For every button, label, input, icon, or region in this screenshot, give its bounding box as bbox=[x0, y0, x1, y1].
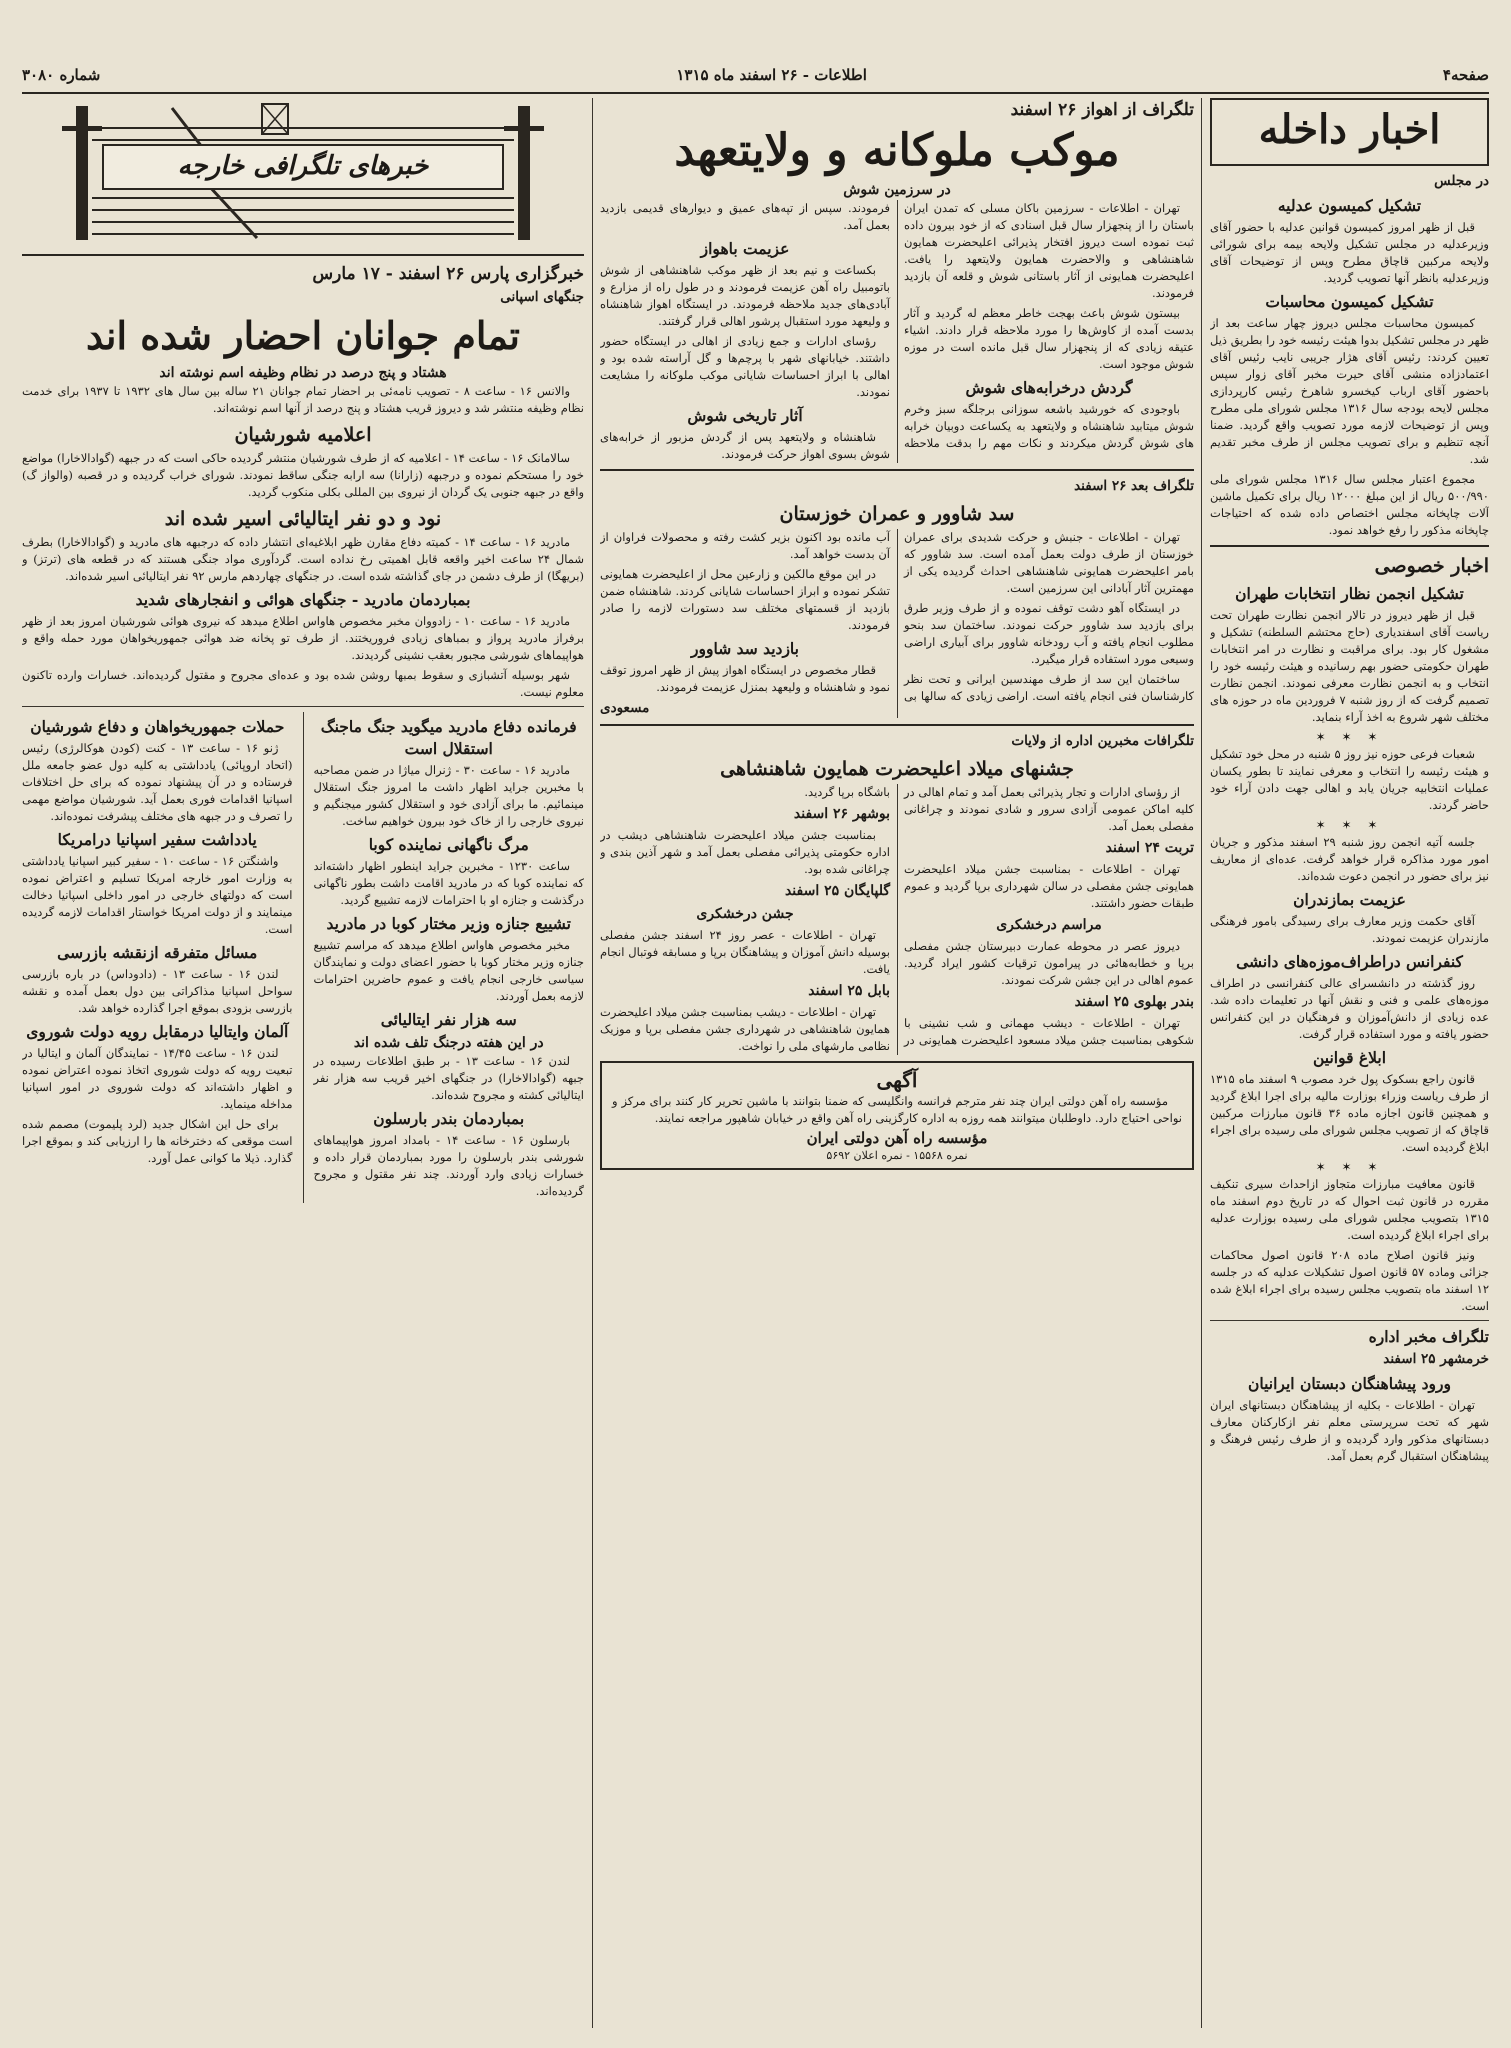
paragraph: ساعت ۱۲۳۰ - مخبرین جراید اینطور اظهار داشته‌اند که نماینده کوبا که در مادرید اقامت داشت بطور ناگهانی درگذشت و جنازه او با احترامات لازمه تشییع گردید. bbox=[313, 859, 584, 907]
headline: سد شاوور و عمران خوزستان bbox=[779, 503, 1015, 525]
paragraph: در این موقع مالکین و زارعین محل از اعلیحضرت همایونی تشکر نموده و ابراز احساسات شایانی کردند. شاهنشاه ضمن بازدید از قسمتهای مختلف سد دستورات لازمه را صادر فرمودند. bbox=[600, 567, 890, 632]
divider bbox=[1210, 1320, 1489, 1321]
royal-tour-column bbox=[600, 98, 1194, 2028]
paragraph: لندن ۱۶ - ساعت ۱۴/۴۵ - نمایندگان آلمان و ایتالیا در تبعیت رویه که دولت شوروی اتخاذ نموده اعتراض نموده و اظهار داشته‌اند که دولت شوروی در امور اسپانیا مداخله مینماید. bbox=[22, 1046, 293, 1111]
section-heading: اخبار خصوصی bbox=[1374, 555, 1489, 577]
paragraph: در ایستگاه آهو دشت توقف نموده و از طرف وزیر طرق برای بازدید سد شاوور حرکت نمودند. ساختمان سد بنحو مطلوب انجام یافته و آب رودخانه شاوور برای آبیاری اراضی وسیعی مورد استفاده قرار میگیرد. bbox=[904, 601, 1194, 666]
ornament: ✶ ✶ ✶ bbox=[1315, 1160, 1384, 1174]
paragraph: مادرید ۱۶ - ساعت ۱۰ - زادووان مخبر مخصوص هاواس اطلاع میدهد که نیروی هوائی شورشیان امروز بعد از ظهر برفراز مادرید پرواز و بمباهای زیادی فروریختند. از طرف تو پخانه ضد هوائی جمهوریخواهان مورد حمله واقع و هواپیماهای شورشی مجبور بعقب نشینی گردیدند. bbox=[22, 614, 584, 662]
paragraph: ساختمان این سد از طرف مهندسین ایرانی و تحت نظر کارشناسان فنی انجام یافته است. اراضی زیادی که سالها بی آب مانده بود اکنون بزیر کشت رفته و محصولات فراوان از آن بدست خواهد آمد. bbox=[600, 530, 1194, 703]
heading: بازدید سد شاوور bbox=[691, 639, 799, 658]
paragraph: تهران - اطلاعات - دیشب مهمانی و شب نشینی با شکوهی بمناسبت جشن میلاد مسعود اعلیحضرت همایونی در باشگاه برپا گردید. bbox=[804, 785, 1194, 1047]
dateline: بندر بهلوی ۲۵ اسفند bbox=[1074, 994, 1194, 1010]
column-rule-1 bbox=[1201, 98, 1202, 2028]
ad-signature: مؤسسه راه آهن دولتی ایران bbox=[806, 1129, 988, 1147]
paragraph: قانون معافیت مبارزات متجاوز ازاحداث سیری تنکیف مقرره در قانون ثبت احوال که در تاریخ دوم اسفند ماه ۱۳۱۵ بتصویب مجلس شورای ملی رسیده بوزارت عدلیه برای اجراء ابلاغ گردیده است. bbox=[1210, 1177, 1489, 1242]
lead-story-body bbox=[600, 200, 1194, 463]
dateline: گلپایگان ۲۵ اسفند bbox=[784, 883, 890, 899]
heading: مسائل متفرقه ازنقشه بازرسی bbox=[57, 943, 258, 962]
heading: اعلامیه شورشیان bbox=[234, 424, 372, 446]
heading: مراسم درخشکری bbox=[996, 917, 1102, 933]
paragraph: شعبات فرعی حوزه نیز روز ۵ شنبه در محل خود تشکیل و هیئت رئیسه را انتخاب و معرفی نمایند تا بطور یکسان عملیات انتخابیه جریان یابد و اهالی جهت دادن آراء خود حاضر گردند. bbox=[1210, 747, 1489, 812]
heading: تشکیل کمیسون عدلیه bbox=[1277, 196, 1422, 215]
kicker: جنگهای اسپانی bbox=[500, 289, 584, 305]
masthead-domestic: اخبار داخله bbox=[1210, 98, 1489, 166]
ad-title: آگهی bbox=[876, 1068, 918, 1092]
heading: سه هزار نفر ایتالیائی bbox=[380, 1010, 517, 1029]
heading: ابلاغ قوانین bbox=[1312, 1048, 1387, 1067]
telegraph-dateline: تلگراف از اهواز ۲۶ اسفند bbox=[1010, 100, 1194, 120]
paragraph: تهران - اطلاعات - عصر روز ۲۴ اسفند جشن مفصلی بوسیله دانش آموزان و پیشاهنگان برپا و مسابقه فوتبال انجام یافت. bbox=[600, 928, 890, 976]
telegraph-dateline: تلگراف بعد ۲۶ اسفند bbox=[1074, 478, 1194, 494]
section-heading: تلگرافات مخبرین اداره از ولایات bbox=[1011, 733, 1194, 749]
subcolumn-rule bbox=[303, 712, 304, 1203]
paragraph: بارسلون ۱۶ - ساعت ۱۴ - بامداد امروز هواپیماهای شورشی بندر بارسلون را مورد بمباردمان قرار داده و خسارات زیادی وارد آوردند. چند نفر مقتول و مجروح گردیده‌اند. bbox=[313, 1133, 584, 1198]
heading: گردش درخرابه‌های شوش bbox=[965, 378, 1133, 397]
paragraph: آقای حکمت وزیر معارف برای رسیدگی بامور فرهنگی مازندران عزیمت نمودند. bbox=[1210, 914, 1489, 945]
paragraph: دیروز عصر در محوطه عمارت دبیرستان جشن مفصلی برپا و خطابه‌هائی در پیرامون ترقیات کشور ایراد گردید. عموم اهالی در این جشن شرکت نمودند. bbox=[904, 939, 1194, 987]
paragraph: تهران - اطلاعات - بمناسبت جشن میلاد اعلیحضرت همایونی جشن مفصلی در سالن شهرداری برپا گردید و عموم طبقات حضور داشتند. bbox=[904, 862, 1194, 910]
heading: نود و دو نفر ایتالیائی اسیر شده اند bbox=[164, 508, 442, 530]
dateline: خرمشهر ۲۵ اسفند bbox=[1383, 1351, 1489, 1367]
lower-left-subcolumn bbox=[22, 712, 293, 1203]
paragraph: مجموع اعتبار مجلس سال ۱۳۱۶ مجلس شورای ملی ۵۰۰/۹۹۰ ریال از این مبلغ ۱۲۰۰۰ ریال برای تکمیل ماشین آلات چاپخانه مجلس اختصاص داده شده که احتیاجات چاپخانه مذکور را رفع خواهد نمود. bbox=[1210, 472, 1489, 537]
paragraph: لندن ۱۶ - ساعت ۱۳ - بر طبق اطلاعات رسیده در جبهه (گوادالاخارا) در جنگهای اخیر قریب سه هزار نفر ایتالیائی کشته و مجروح شده‌اند. bbox=[313, 1054, 584, 1102]
heading: مرگ ناگهانی نماینده کوبا bbox=[368, 835, 529, 854]
paragraph: لندن ۱۶ - ساعت ۱۳ - (دادوداس) در باره بازرسی سواحل اسپانیا مذاکراتی بین دول بعمل آمده و نقشه بازرسی بزودی بموقع اجرا گذارده خواهد شد. bbox=[22, 967, 293, 1015]
foreign-news-column bbox=[22, 98, 584, 2028]
heading: عزیمت باهواز bbox=[700, 239, 790, 258]
paragraph: مادرید ۱۶ - ساعت ۱۴ - کمیته دفاع مقارن ظهر ابلاغیه‌ای انتشار داده که درجبهه های مادرید و (گوادالاخارا) بطرف شمال ۲۴ ساعت اخیر واقعه قابل اهمیتی رخ نداده است. گردآوری مواد جنگی هستند که در قطعه های (ترتز) و (بریهگا) از طرف دشمن در جای گذاشته شده است. در جنگهای چهاردهم مارس ۹۲ نفر ایتالیائی اسیر شده‌اند. bbox=[22, 535, 584, 583]
divider bbox=[22, 706, 584, 707]
agency-dateline: خبرگزاری پارس ۲۶ اسفند - ۱۷ مارس bbox=[312, 264, 584, 284]
heading: جشن درخشکری bbox=[696, 906, 794, 922]
paragraph: تهران - اطلاعات - جنبش و حرکت شدیدی برای عمران خوزستان از طرف دولت بعمل آمده است. سد شاوور که بامر اعلیحضرت همایونی شاهنشاهی احداث گردیده یکی از مهمترین آثار آبادانی این سرزمین است. bbox=[904, 530, 1194, 595]
subheadline: هشتاد و پنج درصد در نظام وظیفه اسم نوشته اند bbox=[159, 365, 447, 381]
headline: جشنهای میلاد اعلیحضرت همایون شاهنشاهی bbox=[720, 758, 1074, 780]
byline: مسعودی bbox=[600, 700, 650, 716]
ornament: ✶ ✶ ✶ bbox=[1315, 818, 1384, 832]
dateline: بابل ۲۵ اسفند bbox=[808, 983, 890, 999]
paragraph: باوجودی که خورشید باشعه سوزانی برجلگه سبز وخرم شوش میتابید شاهنشاه و ولایتعهد به یکساعت دوبیان خرابه های شوش گردش میکردند و نکات مهم را بدقت ملاحظه فرمودند. سپس از تپه‌های عمیق و دیوارهای قدیمی بازدید بعمل آمد. bbox=[600, 201, 1194, 450]
logo-title: خبرهای تلگرافی خارجه bbox=[102, 144, 504, 190]
paragraph: ژنو ۱۶ - ساعت ۱۳ - کنت (کودن هوکالرژی) رئیس (اتحاد اروپائی) یادداشتی به کلیه دول عضو جامعه ملل فرستاده و در آن پیشنهاد نموده که برای حل اختلافات اسپانیا اقدامات فوری بعمل آید. شورشیان مواضع مهمی را تصرف و در جبهه های مختلف پیشرفت نموده‌اند. bbox=[22, 741, 293, 823]
subheading: در این هفته درجنگ تلف شده اند bbox=[353, 1035, 544, 1051]
divider bbox=[22, 254, 584, 256]
heading: تشکیل کمیسون محاسبات bbox=[1265, 292, 1434, 311]
ad-text: مؤسسه راه آهن دولتی ایران چند نفر مترجم فرانسه وانگلیسی که ضمنا بتوانند با ماشین تحریر کار کنند برای مرکز و نواحی احتیاج دارد. داوطلبان میتوانند همه روزه به اداره کارگزینی راه آهن واقع در خیابان شاهپور مراجعه نمایند. bbox=[612, 1094, 1182, 1125]
heading: یادداشت سفیر اسپانیا درامریکا bbox=[57, 830, 257, 849]
paragraph: واشنگتن ۱۶ - ساعت ۱۰ - سفیر کبیر اسپانیا یادداشتی به وزارت امور خارجه امریکا تسلیم و اعتراض نموده است که دولتهای خارجی در امور داخلی اسپانیا دخالت مینمایند و از دولت امریکا خواستار اقدامات لازمه گردیده است. bbox=[22, 854, 293, 936]
dateline: تربت ۲۴ اسفند bbox=[1105, 840, 1194, 856]
ornament: ✶ ✶ ✶ bbox=[1315, 730, 1384, 744]
paragraph: مادرید ۱۶ - ساعت ۳۰ - ژنرال میاژا در ضمن مصاحبه با مخبرین جراید اظهار داشت ما امروز جنگ استقلال مینمائیم. ما برای آزادی خود و استقلال کشور میجنگیم و نیروی خارجی را از خاک خود بیرون خواهیم ساخت. bbox=[313, 763, 584, 828]
heading: تشییع جنازه وزیر مختار کوبا در مادرید bbox=[326, 914, 571, 933]
heading: تشکیل انجمن نظار انتخابات طهران bbox=[1235, 584, 1464, 603]
advertisement-box bbox=[600, 1061, 1194, 1170]
heading: فرمانده دفاع مادرید میگوید جنگ ماجنگ استقلال است bbox=[320, 717, 577, 758]
heading: آثار تاریخی شوش bbox=[687, 406, 803, 425]
subheadline: در سرزمین شوش bbox=[843, 182, 951, 198]
paragraph: قبل از ظهر امروز کمیسون قوانین عدلیه با حضور آقای وزیرعدلیه در مجلس تشکیل ولایحه بیمه برای شورائی ولایحه مرکبین قاچاق مطرح وپس از توضیحات آقای وزیرعدلیه بانظر آنها تصویب گردید. bbox=[1210, 220, 1489, 285]
paragraph: برای حل این اشکال جدید (لرد پلیموت) مصمم شده است موقعی که دخترخانه ها را ارزیابی کند و بموقع اجرا گذارد. ذیلا ما کوانی عمل آورد. bbox=[22, 1117, 293, 1165]
paragraph: بمناسبت جشن میلاد اعلیحضرت شاهنشاهی دیشب در اداره حکومتی پذیرائی مفصلی بعمل آمد و شهر آذین بندی و چراغانی شده بود. bbox=[600, 828, 890, 876]
foreign-telegraph-logo bbox=[22, 98, 584, 248]
ad-number: نمره ۱۵۵۶۸ - نمره اعلان ۵۶۹۲ bbox=[826, 1149, 968, 1162]
paragraph: کمیسون محاسبات مجلس دیروز چهار ساعت بعد از ظهر در مجلس تشکیل بدوا هیئت رئیسه خود را بطریق ذیل تعیین کردند: رئیس آقای هژار جریبی نایب رئیس آقای اعتمادزاده منشی آقای حیرت مخبر آقای زوار سپس باحضور آقای ارباب کیخسرو شاهرخ رئیس کارپردازی مجلس لایحه بودجه سال ۱۳۱۶ مجلس شورای ملی مطرح وپس از توضیحات لازمه مورد تصویب واقع گردید. ضمنا آنچه تنظیم و برای تصویب مجلس از طرف مخبر تقدیم شد. bbox=[1210, 316, 1489, 466]
divider bbox=[600, 724, 1194, 726]
paragraph: تهران - اطلاعات - بکلیه از پیشاهنگان دبستانهای ایران شهر که تحت سرپرستی معلم نفر ازکارکنان معارف دبستانهای مذکور وارد گردیده و از طرف رئیس فرهنگ و پیشاهنگان استقبال گرم بعمل آمد. bbox=[1210, 1398, 1489, 1463]
column-rule-2 bbox=[592, 98, 593, 2028]
issue-number: شماره ۳۰۸۰ bbox=[22, 66, 101, 84]
heading: آلمان وایتالیا درمقابل رویه دولت شوروی bbox=[26, 1022, 289, 1041]
paragraph: رؤسای ادارات و جمع زیادی از اهالی در ایستگاه حضور داشتند. خیابانهای شهر با پرچم‌ها و گل آراسته شده بود و اهالی با ابراز احساسات شایانی موکب ملوکانه را مشایعت نمودند. bbox=[600, 334, 890, 399]
paragraph: تهران - اطلاعات - سرزمین باکان مسلی که تمدن ایران باستان را از پنجهزار سال قبل اسنادی که از خود بیرون داده ثبت نموده است دیروز افتخار پذیرائی اعلیحضرت همایون شاهنشاهی و والاحضرت همایون ولایتعهد را یافت. اعلیحضرت همایونی از آثار باستانی شوش و قلعه آن بازدید فرمودند. bbox=[904, 201, 1194, 300]
divider bbox=[600, 469, 1194, 471]
lead-headline: موکب ملوکانه و ولایتعهد bbox=[674, 125, 1120, 176]
paragraph: ونیز قانون اصلاح ماده ۲۰۸ قانون اصول محاکمات جزائی وماده ۵۷ قانون اصول تشکیلات عدلیه که در جلسه ۱۲ اسفند ماه بتصویب مجلس رسیده برای اجراء ابلاغ شده است. bbox=[1210, 1248, 1489, 1313]
heading: کنفرانس دراطراف‌موزه‌های دانشی bbox=[1236, 952, 1463, 971]
paragraph: بکساعت و نیم بعد از ظهر موکب شاهنشاهی از شوش باتومبیل راه آهن عزیمت فرمودند و در طول راه از مزارع و آبادی‌های جدید ملاحظه فرمودند. در ایستگاه اهواز شاهنشاه و ولیعهد مورد استقبال پرشور اهالی قرار گرفتند. bbox=[600, 263, 890, 328]
lead-headline: تمام جوانان احضار شده اند bbox=[85, 313, 520, 358]
paragraph: مخبر مخصوص هاواس اطلاع میدهد که مراسم تشییع جنازه وزیر مختار کوبا با حضور اعضای دولت و نمایندگان سیاسی خارجی انجام یافت و عموم حاضرین احترامات لازمه بعمل آوردند. bbox=[313, 938, 584, 1003]
paragraph: قبل از ظهر دیروز در تالار انجمن نظارت طهران تحت ریاست آقای اسفندیاری (حاج محتشم السلطنه) تشکیل و مشغول کار بود. برای مراقبت و نظارت در امر انتخابات طهران حکومتی حضور بهم رسانیده و هیئت رئیسه خود را انتخاب و به انجمن نظارت معرفی نمودند. انجمن نظارت تصمیم گرفت که از روز شنبه ۷ فروردین ماه در حوزه های مختلف شهر شروع به اخذ آراء بنماید. bbox=[1210, 608, 1489, 724]
paragraph: تهران - اطلاعات - دیشب بمناسبت جشن میلاد اعلیحضرت همایون شاهنشاهی در شهرداری جشن مفصلی برپا و موزیک نظامی مارشهای ملی را نواخت. bbox=[600, 1005, 890, 1053]
lower-foreign-news bbox=[22, 712, 584, 1203]
page-number: صفحه۴ bbox=[1442, 66, 1489, 84]
divider bbox=[1210, 545, 1489, 547]
paragraph: والانس ۱۶ - ساعت ۸ - تصویب نامه‌ئی بر احضار تمام جوانان ۲۱ ساله بین سال های ۱۹۳۲ تا ۱۹۳۷ برای خدمت نظام وظیفه منتشر شد و دیروز قریب هشتاد و پنج درصد از آنها اسم نوشته‌اند. bbox=[22, 384, 584, 415]
dam-story-body bbox=[600, 529, 1194, 718]
header-bar bbox=[22, 64, 1489, 94]
paragraph: از رؤسای ادارات و تجار پذیرائی بعمل آمد و تمام اهالی در کلیه اماکن عمومی آزادی سرور و شادی نمودند و چراغانی مفصلی بعمل آمد. bbox=[904, 785, 1194, 833]
paragraph: شاهنشاه و ولایتعهد پس از گردش مزبور از خرابه‌های شوش بسوی اهواز حرکت فرمودند. bbox=[600, 430, 890, 461]
paragraph: روز گذشته در دانشسرای عالی کنفرانسی در اطراف موزه‌های علمی و فنی و نقش آنها در تعلیمات داده شد. عده زیادی از دانش‌آموزان و فرهنگیان در این کنفرانس حضور یافته و مورد استفاده قرار گرفت. bbox=[1210, 976, 1489, 1041]
lower-right-subcolumn bbox=[314, 712, 585, 1203]
paragraph: سالامانک ۱۶ - ساعت ۱۴ - اعلامیه که از طرف شورشیان منتشر گردیده حاکی است که در جبهه (گوادالاخارا) مواضع خود را مستحکم نموده و درجبهه (زارانا) سه ارابه جنگی ساقط نمودند. شورای خراب گردیده و در قصبه (والواز گ) واقع در جبهه جنوبی یک گردان از نیروی بین المللی بکلی منکوب گردید. bbox=[22, 451, 584, 499]
issue-date: اطلاعات - ۲۶ اسفند ماه ۱۳۱۵ bbox=[676, 66, 867, 84]
dateline: بوشهر ۲۶ اسفند bbox=[793, 806, 890, 822]
heading: بمباردمان مادرید - جنگهای هوائی و انفجارهای شدید bbox=[135, 590, 471, 609]
heading: حملات جمهوریخواهان و دفاع شورشیان bbox=[30, 717, 285, 736]
paragraph: بیستون شوش باعث بهجت خاطر معظم له گردید و آثار بدست آمده از کاوش‌ها را مورد ملاحظه قرار دادند. اشیاء عتیقه زیادی که از پنجهزار سال قبل مانده است در موزه شوش موجود است. bbox=[904, 306, 1194, 371]
heading: بمباردمان بندر بارسلون bbox=[373, 1109, 525, 1128]
domestic-news-column bbox=[1210, 98, 1489, 2028]
paragraph: جلسه آتیه انجمن روز شنبه ۲۹ اسفند مذکور و جریان امور مورد مذاکره قرار خواهد گرفت. عده‌ای از معاریف نیز برای حضور در انجمن دعوت شده‌اند. bbox=[1210, 835, 1489, 883]
paragraph: قانون راجع بسکوک پول خرد مصوب ۹ اسفند ماه ۱۳۱۵ از طرف ریاست وزراء بوزارت مالیه برای اجرا ابلاغ گردید و همچنین قانون اجازه ماده ۳۶ قانون مبارزات مرکبین قاچاق که از تصویب مجلس شورای ملی رسیده برای اجراء ابلاغ گردیده است. bbox=[1210, 1072, 1489, 1154]
paragraph: قطار مخصوص در ایستگاه اهواز پیش از ظهر امروز توقف نمود و شاهنشاه و ولیعهد بمنزل عزیمت فرمودند. bbox=[600, 663, 890, 694]
heading: تلگراف مخبر اداره bbox=[1368, 1327, 1489, 1346]
paragraph: شهر بوسیله آتشبازی و سقوط بمبها روشن شده بود و عده‌ای مجروح و مقتول گردیده‌اند. خسارات وارده تاکنون معلوم نیست. bbox=[22, 668, 584, 699]
heading: ورود پیشاهنگان دبستان ایرانیان bbox=[1247, 1374, 1451, 1393]
celebrations-body bbox=[600, 784, 1194, 1055]
heading: عزیمت بمازندران bbox=[1293, 890, 1406, 909]
section-label: در مجلس bbox=[1434, 173, 1489, 189]
